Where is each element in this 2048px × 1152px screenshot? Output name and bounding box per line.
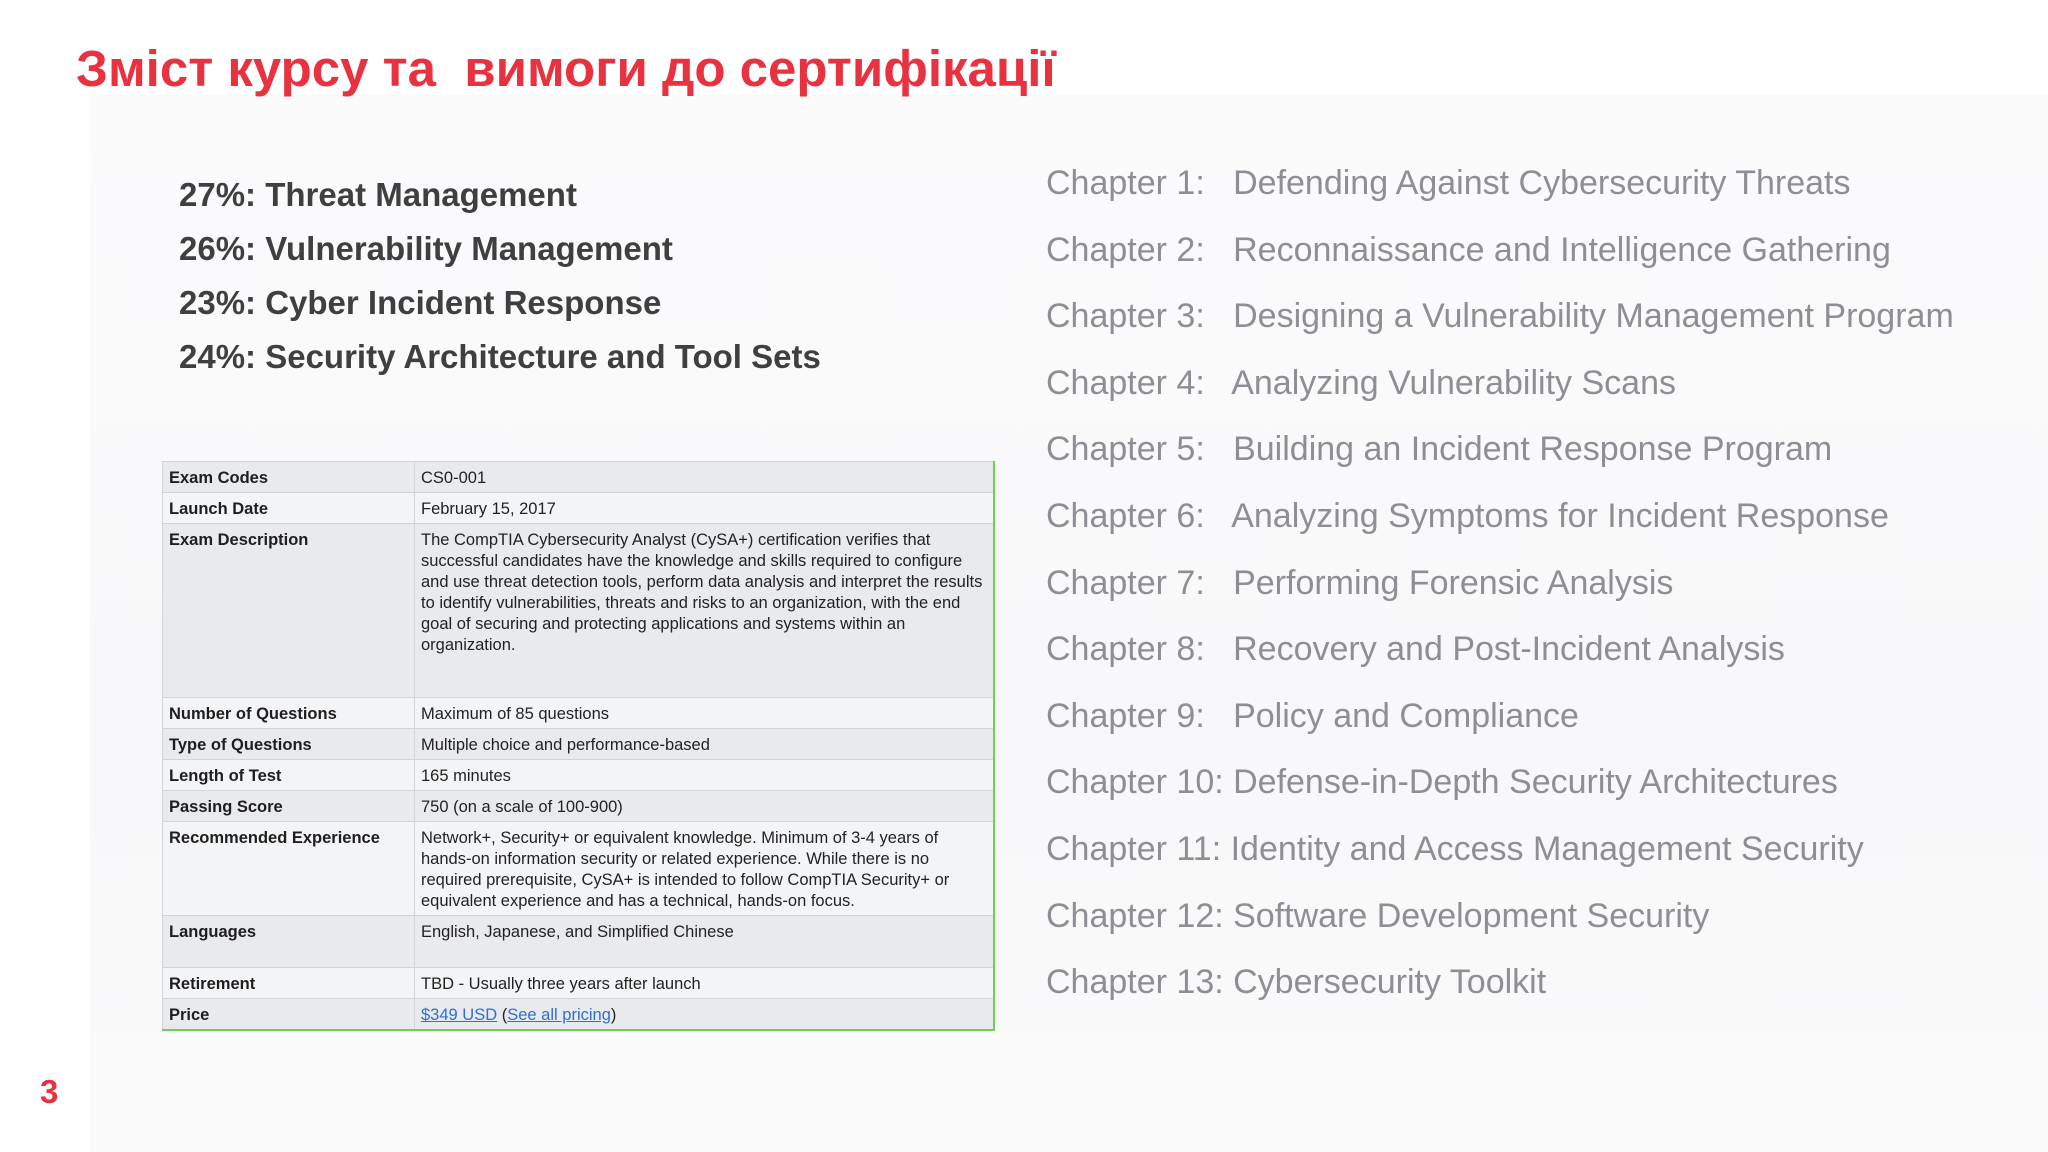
chapter-item: Chapter 11: Identity and Access Management Security [1046, 829, 1864, 868]
row-value: The CompTIA Cybersecurity Analyst (CySA+) certification verifies that successful candidates have the knowledge and skills required to configure and use threat detection tools, perform data analysis and interpret the results to identify vulnerabilities, threats and risks to an organization, with the end goal of securing and protecting applications and systems within an organization. [415, 524, 994, 698]
row-value: 750 (on a scale of 100-900) [415, 791, 994, 822]
row-label: Recommended Experience [163, 822, 415, 916]
row-label: Passing Score [163, 791, 415, 822]
row-value: February 15, 2017 [415, 493, 994, 524]
chapter-item: Chapter 8: Recovery and Post-Incident Analysis [1046, 630, 1785, 669]
chapter-item: Chapter 1: Defending Against Cybersecurity Threats [1046, 164, 1851, 202]
row-value: Network+, Security+ or equivalent knowledge. Minimum of 3-4 years of hands-on information security or related experience. While there is no required prerequisite, CySA+ is intended to follow CompTIA Security+ or equivalent experience and has a technical, hands-on focus. [415, 822, 994, 916]
table-row [163, 822, 994, 916]
chapter-item: Chapter 13: Cybersecurity Toolkit [1046, 963, 1547, 1002]
row-label: Number of Questions [163, 698, 415, 729]
table-row [163, 791, 994, 822]
row-value: TBD - Usually three years after launch [415, 968, 994, 999]
table-row [163, 698, 994, 729]
chapter-item: Chapter 4: Analyzing Vulnerability Scans [1046, 363, 1676, 402]
price-paren-close: ) [610, 1006, 617, 1024]
row-value: Maximum of 85 questions [415, 698, 994, 729]
exam-details-table [162, 461, 995, 1031]
table-row [163, 968, 994, 999]
price-row [163, 999, 994, 1031]
table-row [163, 729, 994, 760]
price-label: Price [163, 999, 415, 1031]
row-label: Length of Test [163, 760, 415, 791]
row-label: Launch Date [163, 493, 415, 524]
row-label: Languages [163, 916, 415, 968]
chapter-item: Chapter 12: Software Development Security [1046, 896, 1710, 935]
domain-item: 26%: Vulnerability Management [179, 230, 673, 267]
chapter-item: Chapter 6: Analyzing Symptoms for Incident Response [1046, 496, 1889, 535]
see-all-pricing-link[interactable]: See all pricing [507, 1006, 611, 1024]
domain-item: 27%: Threat Management [179, 176, 577, 213]
table-row [163, 916, 994, 968]
exam-domains-list [179, 168, 821, 384]
row-value: 165 minutes [415, 760, 994, 791]
row-label: Retirement [163, 968, 415, 999]
slide-title: Зміст курсу та вимоги до сертифікації [76, 40, 1056, 97]
table-row [163, 524, 994, 698]
row-label: Type of Questions [163, 729, 415, 760]
chapter-item: Chapter 5: Building an Incident Response Program [1046, 430, 1833, 469]
page-number: 3 [40, 1073, 59, 1110]
row-value: English, Japanese, and Simplified Chinese [415, 916, 994, 968]
chapter-item: Chapter 9: Policy and Compliance [1046, 696, 1579, 735]
price-paren-open: ( [497, 1006, 508, 1024]
row-value: Multiple choice and performance-based [415, 729, 994, 760]
chapter-item: Chapter 3: Designing a Vulnerability Management Program [1046, 297, 1954, 336]
row-label: Exam Description [163, 524, 415, 698]
chapter-item: Chapter 2: Reconnaissance and Intelligence Gathering [1046, 230, 1891, 269]
chapter-item: Chapter 7: Performing Forensic Analysis [1046, 563, 1674, 602]
chapters-list [1046, 150, 1954, 1016]
table-row [163, 493, 994, 524]
table-row [163, 760, 994, 791]
price-amount-link[interactable]: $349 USD [421, 1006, 498, 1024]
price-value [415, 999, 994, 1031]
row-value: CS0-001 [415, 462, 994, 493]
domain-item: 24%: Security Architecture and Tool Sets [179, 338, 821, 375]
chapter-item: Chapter 10: Defense-in-Depth Security Architectures [1046, 763, 1838, 802]
domain-item: 23%: Cyber Incident Response [179, 284, 662, 321]
table-row [163, 462, 994, 493]
row-label: Exam Codes [163, 462, 415, 493]
